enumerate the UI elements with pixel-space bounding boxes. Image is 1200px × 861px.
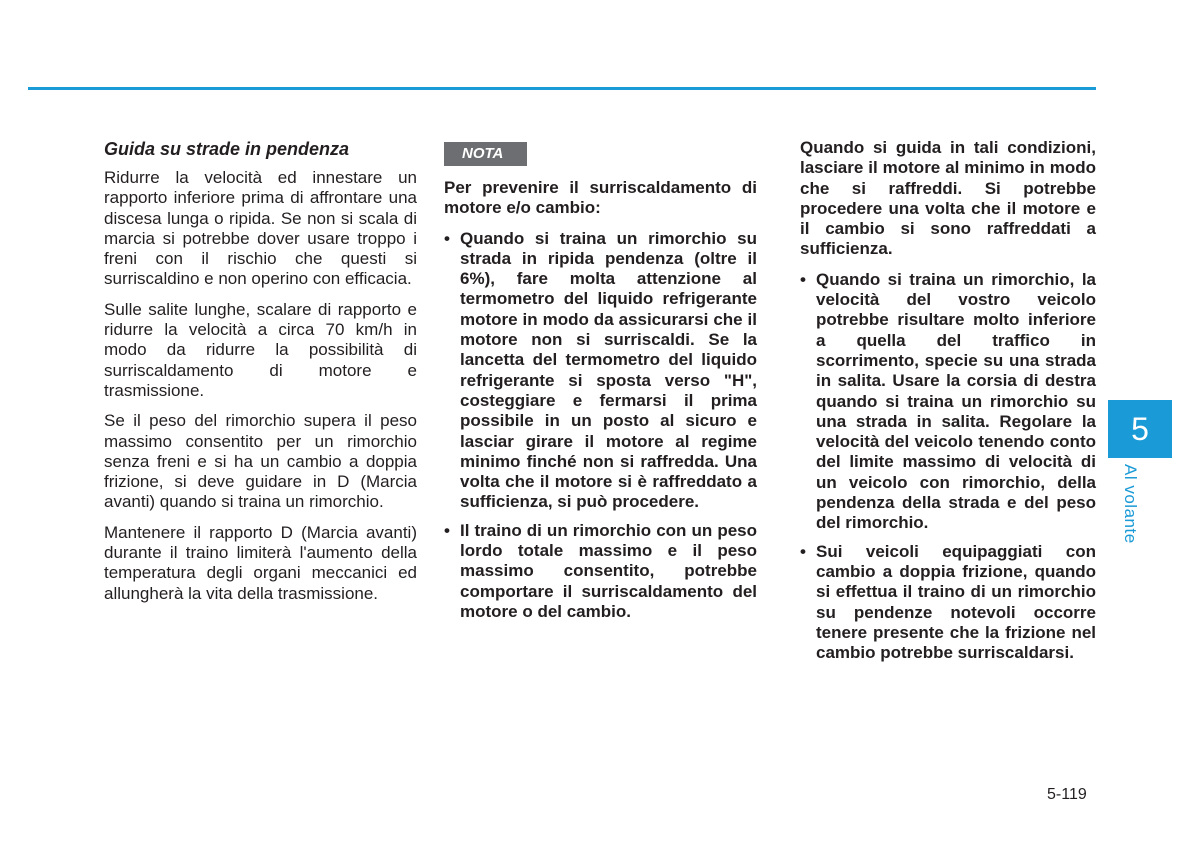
note-intro: Per prevenire il surriscaldamento di motore e/o cambio: xyxy=(444,178,757,218)
note-continuation: Quando si guida in tali condizioni, lasciare il motore al minimo in modo che si raffreddi. Si potrebbe procedere una volta che il motore e il cambio si sono raffreddati a sufficienza. xyxy=(800,138,1096,259)
paragraph: Sulle salite lunghe, scalare di rapporto e ridurre la velocità a circa 70 km/h in modo da ridurre la possibilità di surriscaldamento di motore e trasmissione. xyxy=(104,299,417,400)
note-column xyxy=(444,142,757,630)
chapter-label: Al volante xyxy=(1121,464,1140,544)
left-column xyxy=(104,138,417,614)
list-item: • Quando si traina un rimorchio su strada in ripida pendenza (oltre il 6%), fare molta attenzione al termometro del liquido refrigerante motore in modo da assicurarsi che il motore non si surriscaldi. Se la lancetta del termometro del liquido refrigerante si sposta verso "H", costeggiare e fermarsi il prima possibile in un posto al sicuro e lasciar girare il motore al regime minimo finché non si raffredda. Una volta che il motore si è raffreddato a sufficienza, si può procedere. xyxy=(444,229,757,513)
header-rule xyxy=(28,87,1096,90)
paragraph: Mantenere il rapporto D (Marcia avanti) durante il traino limiterà l'aumento della temperatura degli organi meccanici ed allungherà la vita della trasmissione. xyxy=(104,522,417,603)
section-title: Guida su strade in pendenza xyxy=(104,139,350,159)
list-item: • Sui veicoli equipaggiati con cambio a doppia frizione, quando si effettua il traino di un rimorchio su pendenze notevoli occorre tenere presente che la frizione nel cambio potrebbe surriscaldarsi. xyxy=(800,542,1096,664)
paragraph: Ridurre la velocità ed innestare un rapporto inferiore prima di affrontare una discesa lunga o ripida. Se non si scala di marcia si potrebbe dover usare troppo i freni con il rischio che questi si surriscaldino e non operino con efficacia. xyxy=(104,168,417,289)
paragraph: Se il peso del rimorchio supera il peso massimo consentito per un rimorchio senza freni e si ha un cambio a doppia frizione, si deve guidare in D (Marcia avanti) quando si traina un rimorchio. xyxy=(104,411,417,512)
page-number: 5-119 xyxy=(1047,786,1087,803)
list-item: • Quando si traina un rimorchio, la velocità del vostro veicolo potrebbe risultare molto inferiore a quella del traffico in scorrimento, specie su una strada in salita. Usare la corsia di destra quando si traina un rimorchio su una strada in salita. Regolare la velocità del veicolo tenendo conto del limite massimo di velocità di un veicolo con rimorchio, della pendenza della strada e del peso del rimorchio. xyxy=(800,270,1096,534)
right-list xyxy=(800,270,1096,664)
right-column xyxy=(800,138,1096,671)
note-badge: NOTA xyxy=(444,142,527,166)
note-list xyxy=(444,229,757,623)
chapter-tab: 5 xyxy=(1108,400,1172,458)
list-item: • Il traino di un rimorchio con un peso lordo totale massimo e il peso massimo consentito, potrebbe comportare il surriscaldamento del motore o del cambio. xyxy=(444,521,757,622)
